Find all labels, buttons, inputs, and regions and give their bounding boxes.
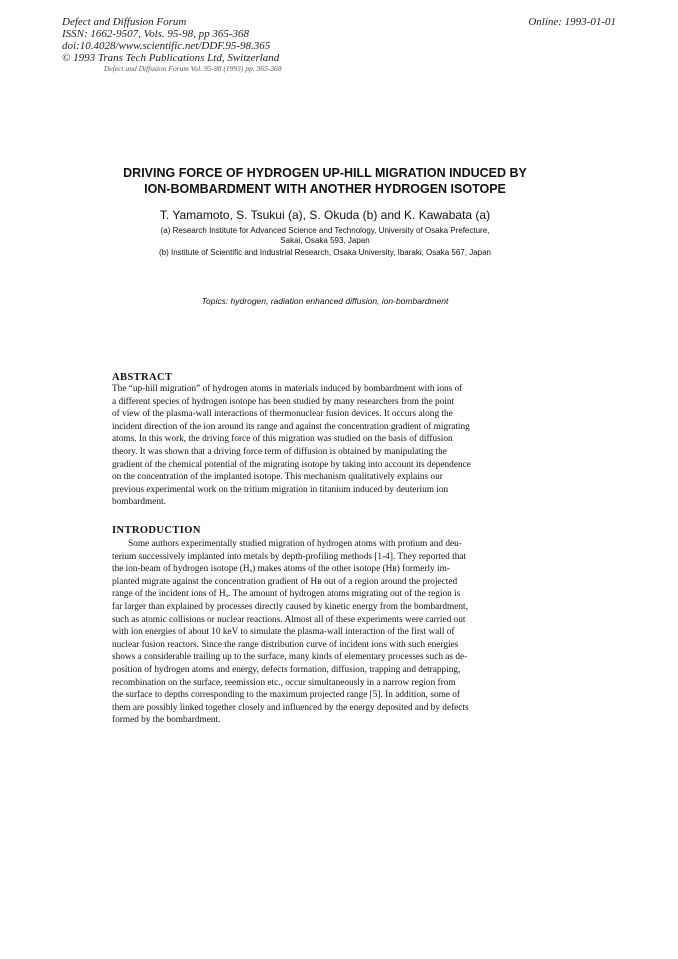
intro-line: nuclear fusion reactors. Since the range distribution curve of incident ions with such energies [112, 639, 459, 650]
intro-line: far larger than explained by processes directly caused by kinetic energy from the bombardment, [112, 601, 468, 612]
online-date: Online: 1993-01-01 [528, 16, 616, 28]
intro-line: with ion energies of about 10 keV to simulate the plasma-wall interaction of the first wall of [112, 627, 455, 638]
journal-running-head: Defect and Diffusion Forum Vol. 95-98 (1993) pp. 365-368 [104, 64, 282, 73]
abstract-line: gradient of the chemical potential of the migrating isotope by taking into account its dependence [112, 459, 471, 470]
intro-line: Some authors experimentally studied migration of hydrogen atoms with protium and deu- [128, 539, 462, 549]
introduction-text [112, 538, 542, 727]
abstract-heading: ABSTRACT [112, 372, 173, 383]
intro-line: terium successively implanted into metals by depth-profiling methods [1-4]. They reported that [112, 551, 467, 562]
abstract-text [112, 383, 542, 509]
intro-line: recombination on the surface, reemission etc., occur simultaneously in a narrow region from [112, 677, 456, 688]
journal-name: Defect and Diffusion Forum [62, 16, 187, 28]
intro-line: position of hydrogen atoms and energy, defects formation, diffusion, trapping and detrapping, [112, 664, 461, 675]
intro-line: shows a considerable trailing up to the surface, many kinds of elementary processes such as de- [112, 652, 468, 663]
abstract-line: atoms. In this work, the driving force of this migration was studied on the basis of diffusion [112, 434, 453, 445]
title-line: ION-BOMBARDMENT WITH ANOTHER HYDROGEN ISOTOPE [144, 182, 506, 196]
abstract-line: The “up-hill migration” of hydrogen atoms in materials induced by bombardment with ions of [112, 384, 463, 394]
doi-line: doi:10.4028/www.scientific.net/DDF.95-98.365 [62, 40, 271, 52]
introduction-heading: INTRODUCTION [112, 525, 201, 536]
intro-line: the surface to depths corresponding to the maximum projected range [5]. In addition, some of [112, 690, 461, 701]
abstract-line: incident direction of the ion around its range and against the concentration gradient of migrating [112, 421, 470, 432]
copyright-line: © 1993 Trans Tech Publications Ltd, Switzerland [62, 52, 280, 64]
affiliation-line: (b) Institute of Scientific and Industrial Research, Osaka University, Ibaraki, Osaka 567, Japan [158, 248, 491, 257]
topics-line: Topics: hydrogen, radiation enhanced diffusion, ion-bombardment [201, 296, 449, 306]
abstract-line: a different species of hydrogen isotope has been studied by many researchers from the point [112, 396, 455, 407]
affiliation-b [90, 248, 560, 258]
affiliation-line: Sakai, Osaka 593, Japan [280, 236, 370, 245]
intro-line: them are possibly linked together closely and influenced by the energy deposited and by defects [112, 702, 469, 713]
paper-title [90, 165, 560, 197]
affiliation-a [90, 226, 560, 246]
intro-line: formed by the bombardment. [112, 715, 221, 726]
abstract-line: previous experimental work on the tritium migration in titanium induced by deuterium ion [112, 484, 449, 495]
abstract-line: on the concentration of the implanted isotope. This mechanism qualitatively explains our [112, 472, 443, 483]
intro-line: such as atomic collisions or nuclear reactions. Almost all of these experiments were carried out [112, 614, 466, 625]
abstract-line: of view of the plasma-wall interactions of thermonuclear fusion devices. It occurs along the [112, 409, 453, 420]
abstract-line: bombardment. [112, 497, 166, 508]
affiliation-line: (a) Research Institute for Advanced Science and Technology, University of Osaka Prefecture, [160, 226, 490, 235]
intro-line: range of the incident ions of Hₐ. The amount of hydrogen atoms migrating out of the region is [112, 589, 461, 600]
intro-line: the ion-beam of hydrogen isotope (Hₐ) makes atoms of the other isotope (Hʙ) formerly im- [112, 564, 450, 575]
intro-line: planted migrate against the concentration gradient of Hʙ out of a region around the projected [112, 576, 458, 587]
title-line: DRIVING FORCE OF HYDROGEN UP-HILL MIGRATION INDUCED BY [123, 166, 527, 180]
issn-line: ISSN: 1662-9507, Vols. 95-98, pp 365-368 [62, 28, 249, 40]
publication-info [62, 16, 279, 64]
abstract-line: theory. It was shown that a driving force term of diffusion is obtained by manipulating the [112, 446, 447, 457]
author-list: T. Yamamoto, S. Tsukui (a), S. Okuda (b) and K. Kawabata (a) [159, 208, 491, 222]
